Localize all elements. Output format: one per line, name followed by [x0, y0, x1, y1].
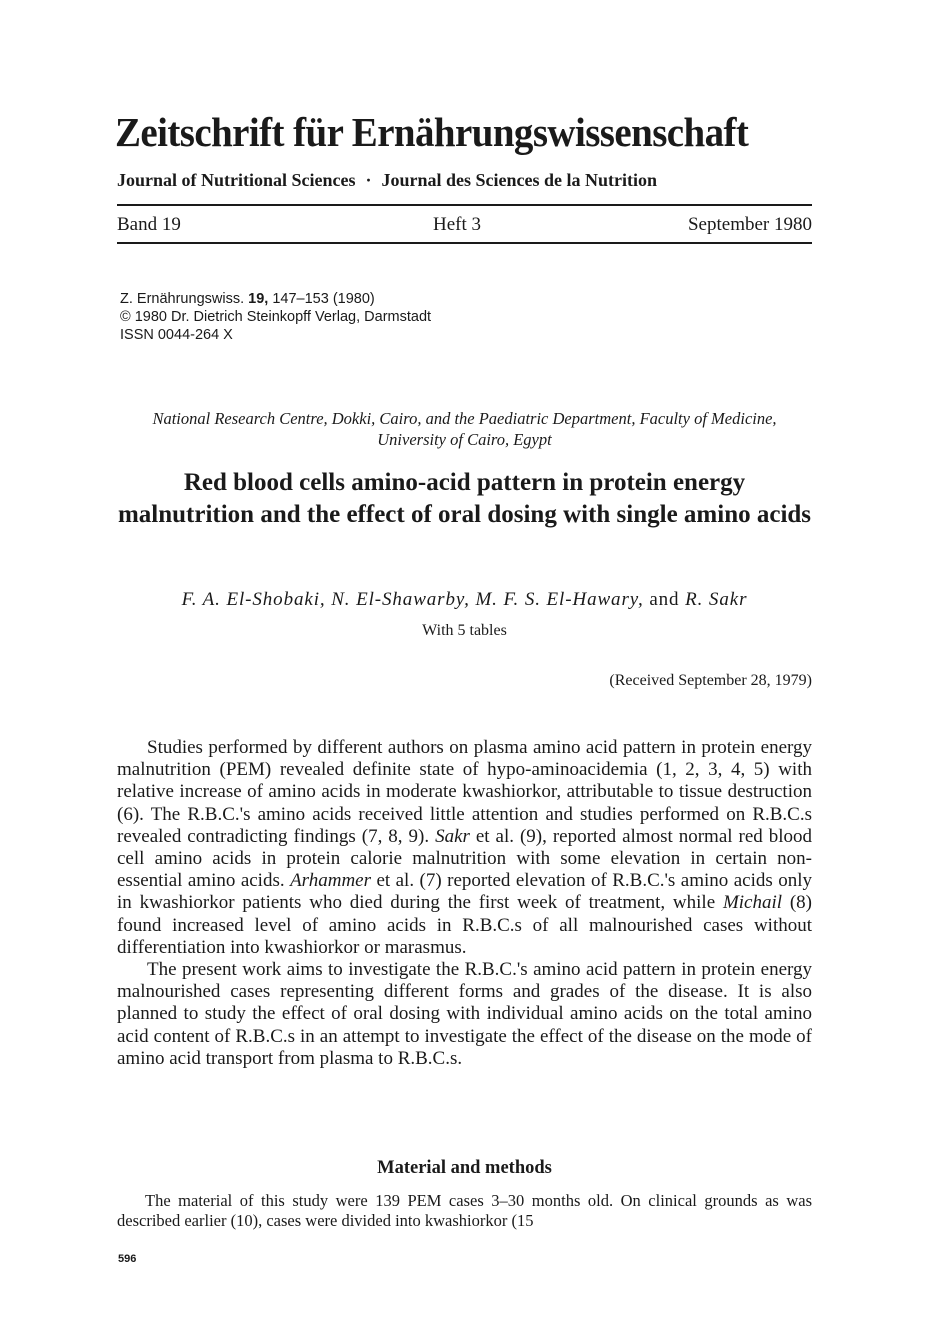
- citation-line-1: [120, 290, 431, 308]
- author-conjunction: and: [649, 589, 680, 610]
- section-heading-methods: Material and methods: [377, 1158, 552, 1178]
- volume-band: Band 19: [117, 214, 181, 235]
- author-ref-sakr: Sakr: [435, 825, 470, 847]
- methods-text: [117, 1191, 812, 1231]
- subtitle-separator: ·: [365, 170, 372, 190]
- citation-volume: 19,: [248, 291, 269, 307]
- citation-pages-year: 147–153 (1980): [268, 291, 375, 307]
- author-1: F. A. El-Shobaki,: [181, 589, 326, 610]
- paragraph-1-part-b: et al. (9), reported almost normal red blood cell amino acids in protein calorie malnutrition with some elevation in certain non-essential amino acids.: [117, 825, 813, 892]
- introduction-text: [117, 737, 812, 1070]
- issue-date: September 1980: [687, 214, 812, 235]
- journal-subtitle: [117, 170, 812, 191]
- received-date: (Received September 28, 1979): [609, 672, 812, 689]
- header-rule-bottom: [117, 242, 812, 244]
- paragraph-1: [117, 737, 812, 959]
- header-rule-top: [117, 204, 812, 206]
- journal-subtitle-french: Journal des Sciences de la Nutrition: [381, 170, 658, 190]
- citation-journal-abbrev: Z. Ernährungswiss.: [120, 291, 249, 307]
- paragraph-1-part-d: (8) found increased level of amino acids in R.B.C.s of all malnourished cases without differentiation into kwashiorkor or marasmus.: [117, 892, 813, 958]
- author-ref-michail: Michail: [722, 892, 783, 914]
- issue-heft: Heft 3: [433, 214, 482, 235]
- page-number: 596: [118, 1253, 137, 1265]
- affiliation: National Research Centre, Dokki, Cairo, and the Paediatric Department, Faculty of Medicine, University of Cairo, Egypt: [152, 409, 777, 449]
- citation-line-3: ISSN 0044-264 X: [120, 327, 233, 343]
- paragraph-2: The present work aims to investigate the R.B.C.'s amino acid pattern in protein energy malnourished cases representing different forms and grades of the disease. It is also planned to study the effect of oral dosing with individual amino acids on the total amino acid content of R.B.C.s in an attempt to investigate the effect of the disease on the mode of amino acid transport from plasma to R.B.C.s.: [117, 959, 812, 1069]
- article-title: Red blood cells amino-acid pattern in protein energy malnutrition and the effect of oral dosing with single amino acids: [117, 469, 812, 528]
- citation-line-2: © 1980 Dr. Dietrich Steinkopff Verlag, Darmstadt: [120, 309, 432, 325]
- journal-title: Zeitschrift für Ernährungswissenschaft: [115, 109, 749, 155]
- tables-note: With 5 tables: [422, 622, 507, 639]
- journal-subtitle-english: Journal of Nutritional Sciences: [117, 170, 356, 190]
- methods-paragraph-1: The material of this study were 139 PEM cases 3–30 months old. On clinical grounds as was described earlier (10), cases were divided into kwashiorkor (15: [117, 1191, 812, 1230]
- author-3: M. F. S. El-Hawary,: [475, 589, 644, 610]
- author-2: N. El-Shawarby,: [331, 589, 470, 610]
- paragraph-1-part-c: et al. (7) reported elevation of R.B.C.'s amino acids only in kwashiorkor patients who died during the first week of treatment, while: [117, 870, 812, 914]
- author-ref-arhammer: Arhammer: [290, 870, 371, 892]
- author-4: R. Sakr: [685, 589, 748, 610]
- author-list: [117, 589, 812, 611]
- paragraph-1-part-a: Studies performed by different authors on plasma amino acid pattern in protein energy malnutrition (PEM) revealed definite state of hypo-aminoacidemia (1, 2, 3, 4, 5) with relative increase of amino acids in moderate kwashiorkor, attributable to tissue destruction (6). The R.B.C.'s amino acids received little attention and studies performed on R.B.C.s revealed contradicting findings (7, 8, 9).: [117, 737, 812, 847]
- citation-block: [120, 290, 431, 344]
